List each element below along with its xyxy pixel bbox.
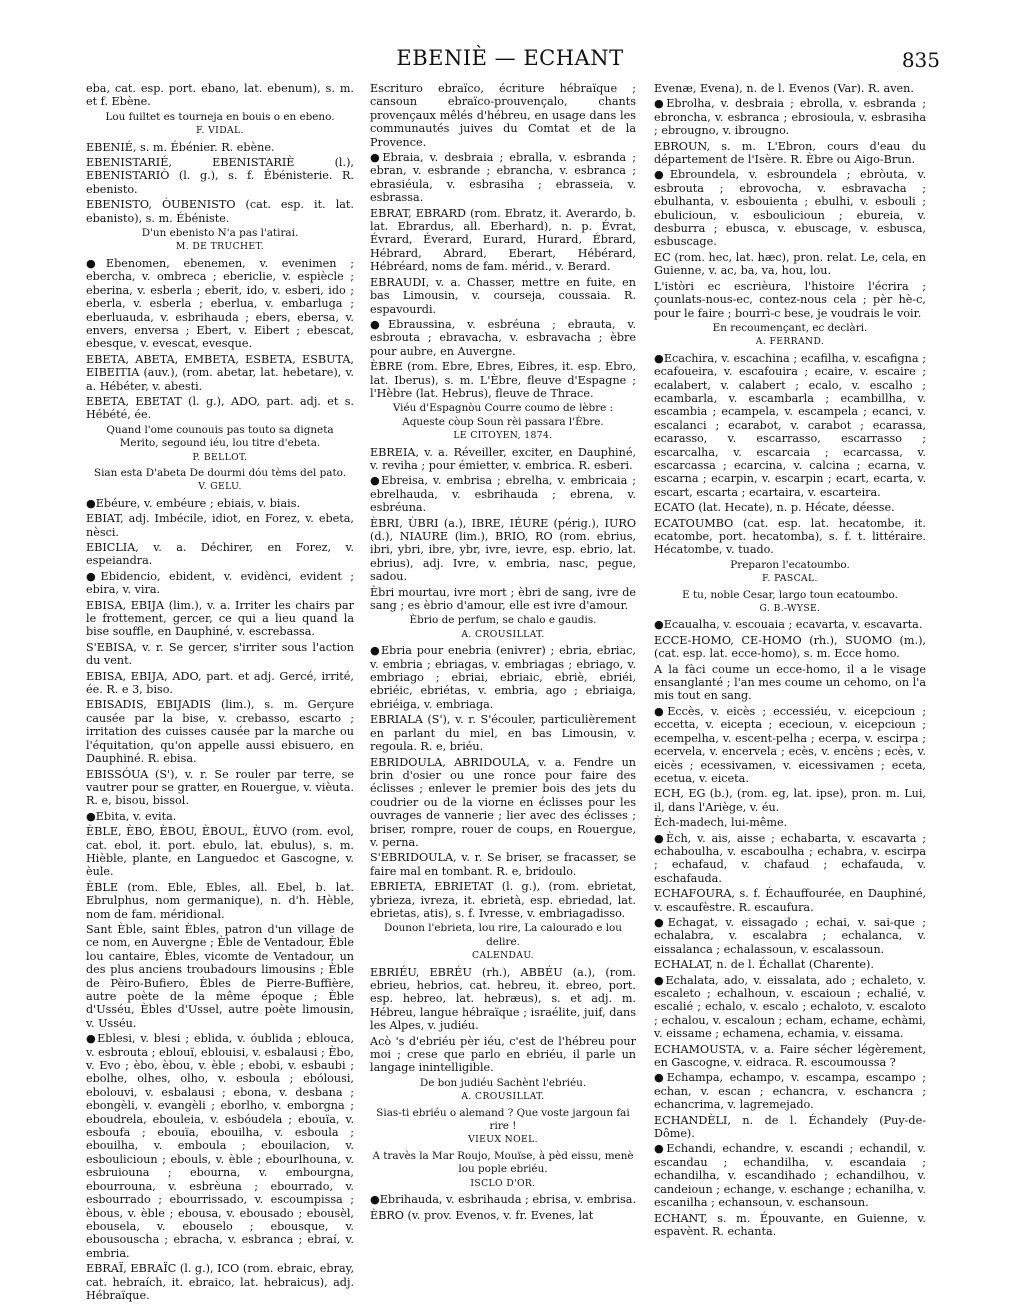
quote-attribution: A. CROUSILLAT. [461, 628, 545, 640]
dictionary-entry: ECCE-HOMO, CE-HOMO (rh.), SUOMO (m.), (cat. esp. lat. ecce-homo), s. m. Ecce homo. [654, 633, 926, 661]
dictionary-entry: ECHANDÈLI, n. de l. Échandely (Puy-de-Dôme). [654, 1113, 926, 1141]
dictionary-entry: EBISADIS, EBIJADIS (lim.), s. m. Gerçure causée par la bise, v. crebasso, escarto ; irritation des cuisses causée par la marche ou l'équitation, qu'on appelle aussi ebisuero, en Dauphiné. R. ebisa. [86, 698, 354, 766]
dictionary-entry: EBRIALA (S'), v. r. S'écouler, particulièrement en parlant du miel, en bas Limousin, v. regoula. R. e, briéu. [370, 713, 636, 754]
dictionary-entry: S'EBISA, v. r. Se gercer, s'irriter sous l'action du vent. [86, 640, 354, 668]
column-3 [654, 82, 926, 1292]
dictionary-entry: ●Ebrolha, v. desbraia ; ebrolla, v. esbranda ; ebroncha, v. esbranca ; ebrosioula, v. esbrasiha ; ebrougno, v. ibrougno. [654, 97, 926, 138]
dictionary-entry: S'EBRIDOULA, v. r. Se briser, se fracasser, se faire mal en tombant. R. e, bridoulo. [370, 851, 636, 878]
dictionary-entry: ÈBLE, ÈBO, ÈBOU, ÈBOUL, ÈUVO (rom. evol, cat. ebol, it. port. ebulo, lat. ebulus), s. m. Hièble, plante, en Languedoc et Gascogne, v. èule. [86, 825, 354, 879]
dictionary-entry: EBRIÉU, EBRÉU (rh.), ABBÉU (a.), (rom. ebrieu, hebrios, cat. hebreu, it. ebreo, port. esp. hebreo, lat. hebræus), s. et adj. m. Hébreu, langue hébraïque ; israélite, juif, dans les Alpes, v. judiéu. [370, 965, 636, 1033]
dictionary-entry: EBROUN, s. m. L'Ebron, cours d'eau du département de l'Isère. R. Èbre ou Aigo-Brun. [654, 139, 926, 167]
quote-attribution: F. PASCAL. [762, 573, 818, 585]
quote-attribution: F. VIDAL. [196, 125, 244, 137]
dictionary-entry: EBREIA, v. a. Réveiller, exciter, en Dauphiné, v. reviha ; pour émietter, v. embrica. R. esberi. [370, 445, 636, 472]
dictionary-entry: ECATOUMBO (cat. esp. lat. hecatombe, it. ecatombe, port. hecatomba), s. f. t. littéraire. Hécatombe, v. tuado. [654, 516, 926, 557]
quote: Sian esta D'abeta De dourmi dóu tèms del pato. [93, 466, 346, 479]
dictionary-entry: EBETA, ABETA, EMBETA, ESBETA, ESBUTA, EIBEITIA (auv.), (rom. abetar, lat. hebetare), v. a. Hébéter, v. abesti. [86, 352, 354, 393]
dictionary-entry: EBISA, EBIJA (lim.), v. a. Irriter les chairs par le frottement, gercer, ce qui a lieu quand la bise souffle, en Dauphiné, v. escrebassa. [86, 598, 354, 639]
dictionary-entry: ECATO (lat. Hecate), n. p. Hécate, déesse. [654, 501, 895, 515]
quote: Sias-ti ebriéu o alemand ? Que voste jargoun fai rire ! [376, 1106, 630, 1133]
dictionary-entry: EC (rom. hec, lat. hæc), pron. relat. Le, cela, en Guienne, v. ac, ba, va, hou, lou. [654, 250, 926, 278]
dictionary-entry: EBENISTARIÉ, EBENISTARIÈ (l.), EBENISTARIÒ (l. g.), s. f. Ébénisterie. R. ebenisto. [86, 156, 354, 196]
quote-attribution: M. DE TRUCHET. [175, 241, 265, 253]
dictionary-entry: Sant Èble, saint Èbles, patron d'un village de ce nom, en Auvergne ; Èble de Ventadour, Èble lou cantaire, Èbles, vicomte de Ventadour, un des plus anciens troubadours limousins ; Èble de Pèiro-Bufiero, Èbles de Pierre-Buffière, autre poète de la même époque ; Èble d'Usséu, Èbles d'Ussel, autre poète limousin, v. Usséu. [86, 922, 354, 1030]
quote-attribution: V. GELU. [198, 481, 242, 493]
dictionary-entry: ÈBRE (rom. Ebre, Ebres, Eibres, it. esp. Ebro, lat. Iberus), s. m. L'Èbre, fleuve d'Espagne ; l'Hèbre (lat. Hebrus), fleuve de Thrace. [370, 360, 636, 400]
dictionary-entry: ●Èch, v. ais, aisse ; echabarta, v. escavarta ; echaboulha, v. escaboulha ; echabra, v. escirpa ; echafaud, v. chafaud ; echafauda, v. eschafauda. [654, 831, 926, 885]
quote: Preparon l'ecatoumbo. [730, 558, 850, 571]
quote-attribution: A. FERRAND. [755, 336, 825, 348]
dictionary-entry: ●Ebenomen, ebenemen, v. evenimen ; ebercha, v. ombreca ; ebericlie, v. espiècle ; eberina, v. esberla ; eberit, ido, v. esberi, ido ; eberla, v. esberla ; eberlua, v. embarluga ; eberluauda, v. esbrihauda ; ebers, ebersa, v. envers, enversa ; Ebert, v. Eibert ; ebescat, ebesque, v. evescat, evesque. [86, 256, 354, 351]
dictionary-entry: ●Ebroundela, v. esbroundela ; ebròuta, v. esbrouta ; ebrovocha, v. esbravacha ; ebulhanta, v. esbouienta ; ebulhi, v. esbouli ; ebulicioun, v. esboulicioun ; ebureia, v. desburra ; ebusca, v. ebuscage, v. esbusca, esbuscage. [654, 168, 926, 249]
dictionary-entry: EBRAT, EBRARD (rom. Ebratz, it. Averardo, b. lat. Ebrardus, all. Eberhard), n. p. Évrat, Évrard, Éverard, Eurard, Hurard, Ébrard, Hébrard, Abrard, Eberart, Hébérard, Hébréard, noms de fam. mérid., v. Berard. [370, 206, 636, 274]
dictionary-entry: EBISA, EBIJA, ADO, part. et adj. Gercé, irrité, ée. R. e 3, biso. [86, 669, 354, 697]
dictionary-entry: EBRIETA, EBRIETAT (l. g.), (rom. ebrietat, ybrieza, ivreza, it. ebrietà, esp. ebriedad, lat. ebrietas, atis), s. f. Ivresse, v. embriagadisso. [370, 880, 636, 920]
quote-attribution: P. BELLOT. [192, 451, 248, 463]
quote-attribution: LE CITOYEN, 1874. [453, 430, 553, 442]
dictionary-entry: ●Ecaualha, v. escouaia ; ecavarta, v. escavarta. [654, 618, 923, 632]
dictionary-entry: ●Echalata, ado, v. eissalata, ado ; echaleto, v. escaleto ; echalhoun, v. escaioun ; echalié, v. escalié ; echalo, v. escalo ; echaloto, v. escaloto ; echalou, v. escaloun ; echam, echame, echàmi, v. eissame ; echamena, echamia, v. eissama. [654, 973, 926, 1041]
dictionary-entry: ●Ebraussina, v. esbréuna ; ebrauta, v. esbrouta ; ebravacha, v. esbravacha ; èbre pour aubre, en Auvergne. [370, 317, 636, 358]
dictionary-entry: EBICLIA, v. a. Déchirer, en Forez, v. espeiandra. [86, 541, 354, 568]
dictionary-entry: ●Ebéure, v. embéure ; ebiais, v. biais. [86, 496, 301, 510]
page-header [80, 46, 940, 74]
quote: E tu, noble Cesar, largo toun ecatoumbo. [682, 588, 898, 601]
dictionary-entry: ECHANT, s. m. Épouvante, en Guienne, v. espavènt. R. echanta. [654, 1211, 926, 1238]
dictionary-entry: ECH, EG (b.), (rom. eg, lat. ipse), pron. m. Lui, il, dans l'Ariège, v. éu. [654, 787, 926, 814]
dictionary-entry: ●Ebidencio, ebident, v. evidènci, evident ; ebira, v. vira. [86, 569, 354, 597]
quote-attribution: VIEUX NOEL. [468, 1134, 538, 1146]
dictionary-entry: ÈBRI, ÙBRI (a.), IBRE, IÉURE (périg.), IURO (d.), NIAURE (lim.), BRIO, RO (rom. ebrius, ibri, ybri, ibre, ybr, ivre, ievre, esp. ebrio, lat. ebrius), adj. Ivre, v. embria, nasc, pegue, sadou. [370, 516, 636, 584]
dictionary-entry: ●Echampa, echampo, v. escampa, escampo ; echan, v. escan ; echancra, v. eschancra ; echancrima, v. lagremejado. [654, 1071, 926, 1112]
dictionary-entry: EBIAT, adj. Imbécile, idiot, en Forez, v. ebeta, nèsci. [86, 512, 354, 539]
quote-attribution: CALENDAU. [472, 950, 534, 962]
dictionary-entry: ●Echagat, v. eissagado ; echai, v. sai-que ; echalabra, v. escalabra ; echalanca, v. eissalanca ; echalassoun, v. escalassoun. [654, 915, 926, 956]
quote: Èbrio de perfum, se chalo e gaudis. [409, 614, 597, 627]
dictionary-entry: ●Eblesi, v. blesi ; eblida, v. óublida ; eblouca, v. esbrouta ; eblouï, eblouisi, v. esbalausi ; Èbo, v. Evo ; èbo, èbou, v. èble ; ebobi, v. esbaubi ; ebolhe, olhes, olho, v. esboula ; ebólousi, ebolouvi, v. esbalausi ; ebona, v. desbana ; ebongèli, v. evangèli ; eborlho, v. emborgna ; eboudrela, ebouleia, v. esbóudela ; ebouïa, v. esboufa ; ebouïa, ebouilha, v. esboula ; ebouilha, v. emboula ; ebouilacion, v. esboulicioun ; ebouls, v. èble ; ebourlhouna, v. esbruiouna ; ebourna, v. embourgna, ebourrouna, v. esbrèuna ; ebourrado, v. esbourrado ; ebourrissado, v. escoumpissa ; èbous, v. èble ; ebousa, v. ebousado ; ebousèl, ebousela, v. ebouselo ; ebousque, v. ebousouscha ; ebracha, v. esbranca ; ebraí, v. embria. [86, 1032, 354, 1260]
dictionary-entry: L'istòri ec escrièura, l'histoire l'écrira ; çounlats-nous-ec, contez-nous cela ; pèr hè-c, pour le faire ; bourrì-c bese, je voudrais le voir. [654, 279, 926, 320]
dictionary-entry: Evenæ, Evena), n. de l. Evenos (Var). R. aven. [654, 82, 914, 95]
dictionary-entry: ●Ebria pour enebria (enivrer) ; ebria, ebriac, v. embria ; ebriagas, v. embriagas ; ebriago, v. embriago ; ebriai, ebriaic, ebriè, ebriéi, ebriéic, ebriétas, v. embria, ago ; ebriaiga, ebriéiga, v. embriaga. [370, 644, 636, 711]
dictionary-entry: ECHALAT, n. de l. Échallat (Charente). [654, 958, 874, 972]
quote-attribution: G. B.-WYSE. [759, 603, 821, 615]
running-title: EBENIÈ — ECHANT [396, 46, 624, 70]
dictionary-entry: ●Eccès, v. eicès ; eccessiéu, v. eicepcioun ; eccetta, v. eicepta ; ececioun, v. eicepcioun ; ecempelha, v. escent-pelha ; ecerpa, v. escirpa ; ecervela, v. encervela ; ecès, v. encèns ; ecès, v. eicès ; ecessivamen, v. eicessivamen ; eceta, ecetua, v. eiceta. [654, 704, 926, 785]
column-1 [86, 82, 354, 1302]
dictionary-entry: EBETA, EBETAT (l. g.), ADO, part. adj. et s. Hébété, ée. [86, 394, 354, 422]
dictionary-entry: ECHAFOURA, s. f. Échauffourée, en Dauphiné, v. escaufèstre. R. escaufura. [654, 887, 926, 914]
dictionary-entry: ÈBRO (v. prov. Evenos, v. fr. Evenes, lat [370, 1208, 594, 1222]
dictionary-entry: Acò 's d'ebriéu pèr iéu, c'est de l'hébreu pour moi ; crese que parlo en ebriéu, il parle un langage inintelligible. [370, 1034, 636, 1075]
dictionary-entry: EBRAÏ, EBRAÏC (l. g.), ICO (rom. ebraic, ebray, cat. hebraích, it. ebraico, lat. hebraicus), adj. Hébraïque. [86, 1262, 354, 1302]
quote: En recoumençant, ec declàri. [712, 321, 868, 334]
page-number: 835 [901, 48, 940, 72]
dictionary-entry: A la fàci coume un ecce-homo, il a le visage ensanglanté ; l'an mes coume un cehomo, on l'a mis tout en sang. [654, 662, 926, 703]
dictionary-entry: EBENIÉ, s. m. Ébénier. R. ebène. [86, 140, 275, 154]
dictionary-entry: ●Ecachira, v. escachina ; ecafilha, v. escafigna ; ecafoueira, v. escafouira ; ecaire, v. escaire ; ecalabert, v. calabert ; ecalo, v. escalho ; ecambarla, v. escambarla ; ecambillha, v. escambia ; ecampela, v. escampela ; ecanci, v. escalanci ; ecarabot, v. carabot ; ecarassa, ecarasso, v. escarrasso, escarrasso ; escarcalha, v. escarcaia ; ecarcassa, v. escarcassa ; ecarcina, v. calcina ; ecarna, v. escarna ; ecarpin, v. escarpin ; ecart, ecarta, v. escart, escarta ; ecartaira, v. escarteira. [654, 351, 926, 499]
quote: Viéu d'Espagnòu Courre coumo de lèbre : Aqueste còup Soun rèi passara l'Èbre. [392, 402, 614, 428]
dictionary-entry: Escrituro ebraïco, écriture hébraïque ; cansoun ebraïco-prouvençalo, chants provençaux mêlés d'hébreu, en usage dans les communautés juives du Comtat et de la Provence. [370, 82, 636, 149]
quote: Quand l'ome counouis pas touto sa digneta Merito, segound iéu, lou titre d'ebeta. [106, 423, 334, 450]
dictionary-entry: ÈBLE (rom. Eble, Ebles, all. Ebel, b. lat. Ebrulphus, nom germanique), n. d'h. Hèble, nom de fam. méridional. [86, 880, 354, 921]
dictionary-entry: EBRIDOULA, ABRIDOULA, v. a. Fendre un brin d'osier ou une ronce pour faire des éclisses ; enlever le premier bois des jets du coudrier ou de la viorne en éclisses pour les ouvrages de vannerie ; lier avec des éclisses ; briser, rompre, rouer de coups, en Rouergue, v. perna. [370, 755, 636, 849]
quote: D'un ebenisto N'a pas l'atirai. [141, 227, 299, 240]
dictionary-entry: EBISSÓUA (S'), v. r. Se rouler par terre, se vautrer pour se gratter, en Rouergue, v. vièuta. R. e, bisou, bissol. [86, 767, 354, 808]
quote-attribution: A. CROUSILLAT. [461, 1091, 545, 1103]
dictionary-entry: ●Ebreisa, v. embrisa ; ebrelha, v. embricaia ; ebrelhauda, v. esbrihauda ; ebrena, v. esbréuna. [370, 474, 636, 515]
dictionary-entry: ●Ebita, v. evita. [86, 809, 177, 823]
quote-attribution: ISCLO D'OR. [470, 1177, 536, 1189]
dictionary-entry: Èch-madech, lui-même. [654, 816, 788, 830]
dictionary-entry: ●Echandi, echandre, v. escandi ; echandil, v. escandau ; echandilha, v. escandaia ; echandilha, v. escandihado ; echandilhou, v. candeioun ; echange, v. eschange ; echanilha, v. escanilha ; echansoun, v. eschansoun. [654, 1142, 926, 1210]
dictionary-entry: EBENISTO, ÒUBENISTO (cat. esp. it. lat. ebanisto), s. m. Ébéniste. [86, 198, 354, 225]
column-2 [370, 82, 636, 1292]
quote: A travès la Mar Roujo, Mouïse, à pèd eissu, menè lou pople ebriéu. [372, 1149, 634, 1176]
dictionary-entry: EBRAUDI, v. a. Chasser, mettre en fuite, en bas Limousin, v. courseja, coussaia. R. espavourdi. [370, 275, 636, 316]
dictionary-entry: ●Ebraia, v. desbraia ; ebralla, v. esbranda ; ebran, v. esbrande ; ebrancha, v. esbranca ; ebrasiéula, v. esbrasiha ; ebrasseia, v. esbrassa. [370, 151, 636, 205]
quote: Dounon l'ebrieta, lou rire, La calourado e lou delire. [384, 922, 622, 948]
dictionary-entry: eba, cat. esp. port. ebano, lat. ebenum), s. m. et f. Ebène. [86, 82, 354, 109]
quote: De bon judiéu Sachènt l'ebriéu. [419, 1076, 587, 1089]
dictionary-entry: Èbri mourtau, ivre mort ; èbri de sang, ivre de sang ; es èbrio d'amour, elle est ivre d'amour. [370, 585, 636, 613]
dictionary-entry: ECHAMOUSTA, v. a. Faire sécher légèrement, en Gascogne, v. eidraca. R. escoumoussa ? [654, 1042, 926, 1070]
quote: Lou fuiltet es tourneja en bouis o en ebeno. [105, 110, 335, 123]
dictionary-entry: ●Ebrihauda, v. esbrihauda ; ebrisa, v. embrisa. [370, 1193, 637, 1207]
